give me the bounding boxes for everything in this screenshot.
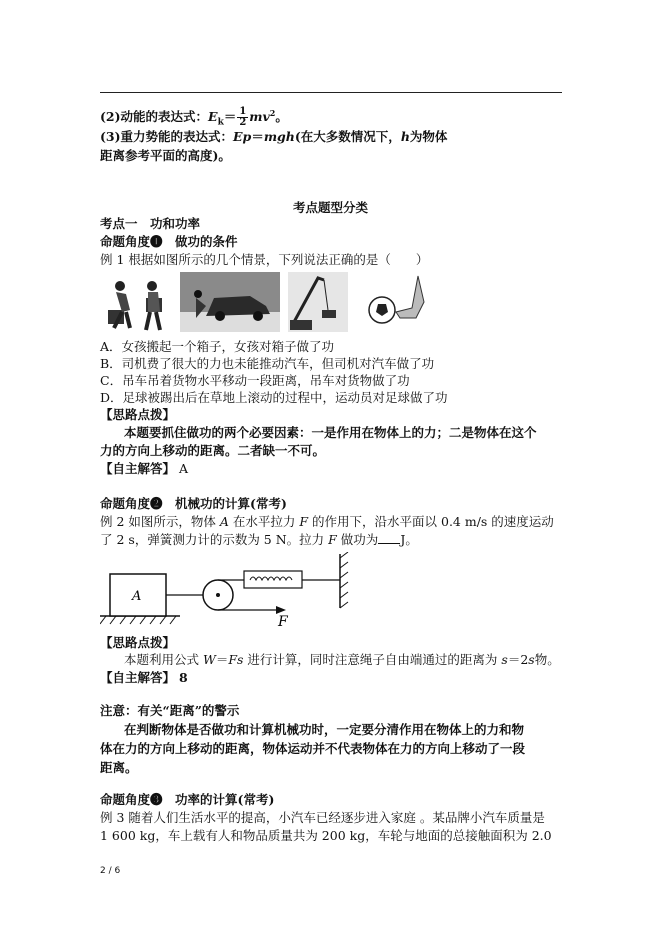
option-c: C．吊车吊着货物水平移动一段距离，吊车对货物做了功 — [100, 373, 410, 388]
note-label: 注意：有关“距离”的警示 — [100, 703, 240, 718]
option-a: A．女孩搬起一个箱子，女孩对箱子做了功 — [100, 339, 335, 354]
note-text-2: 体在力的方向上移动的距离，物体运动并不代表物体在力的方向上移动了一段 — [100, 741, 526, 756]
girl-lifting-box-image — [100, 272, 172, 332]
angle-heading-2: 命题角度❷ 机械功的计算(常考) — [100, 496, 287, 511]
note-text-1: 在判断物体是否做功和计算机械功时，一定要分清作用在物体上的力和物 — [124, 722, 525, 737]
pulley-spring-diagram — [100, 552, 360, 634]
potential-energy-formula: (3)重力势能的表达式：Ep＝mgh(在大多数情况下，h为物体 — [100, 129, 448, 144]
potential-energy-formula-cont: 距离参考平面的高度)。 — [100, 148, 231, 163]
crane-image — [288, 272, 348, 332]
example-2-stem-2: 了 2 s，弹簧测力计的示数为 5 N。拉力 F 做功为 J。 — [100, 532, 418, 547]
example-1-stem: 例 1 根据如图所示的几个情景，下列说法正确的是（ ） — [100, 252, 429, 267]
kicking-football-image — [366, 272, 436, 332]
answer-1: 【自主解答】 A — [100, 461, 189, 476]
angle-heading-3: 命题角度❸ 功率的计算(常考) — [100, 792, 275, 807]
angle-heading-1: 命题角度❶ 做功的条件 — [100, 234, 238, 249]
header-rule — [100, 92, 562, 93]
fraction: $\frac{1}{2}$ — [239, 106, 247, 129]
kinetic-energy-formula: (2)动能的表达式：$E_k=$ $\frac{1}{2}$ $mv^2$。 — [100, 106, 288, 129]
answer-blank — [378, 531, 400, 544]
example-3-line-1: 例 3 随着人们生活水平的提高，小汽车已经逐步进入家庭 。某品牌小汽车质量是 — [100, 810, 545, 825]
spring-scale — [244, 571, 302, 588]
hint-text-1a: 本题要抓住做功的两个必要因素：一是作用在物体上的力；二是物体在这个 — [124, 425, 537, 440]
pushing-car-image — [180, 272, 280, 332]
section-title: 考点题型分类 — [292, 200, 368, 215]
hint-label-1: 【思路点拨】 — [100, 407, 176, 422]
option-d: D．足球被踢出后在草地上滚动的过程中，运动员对足球做了功 — [100, 390, 448, 405]
option-b: B．司机费了很大的力也未能推动汽车，但司机对汽车做了功 — [100, 356, 435, 371]
note-text-3: 距离。 — [100, 760, 138, 775]
hint-text-1b: 力的方向上移动的距离。二者缺一不可。 — [100, 443, 326, 458]
hint-text-2: 本题利用公式 W＝Fs 进行计算，同时注意绳子自由端通过的距离为 s＝2s物。 — [124, 652, 560, 667]
kaodian-heading: 考点一 功和功率 — [100, 216, 201, 231]
example-3-line-2: 1 600 kg，车上载有人和物品质量共为 200 kg，车轮与地面的总接触面积为 2.0 — [100, 828, 552, 843]
example-2-stem-1: 例 2 如图所示，物体 A 在水平拉力 F 的作用下，沿水平面以 0.4 m/s 的速度运动 — [100, 514, 554, 529]
block-a-label: A — [132, 589, 142, 604]
answer-2: 【自主解答】 8 — [100, 670, 188, 685]
force-label: F — [278, 614, 288, 630]
page-number: 2 / 6 — [100, 866, 121, 876]
hint-label-2: 【思路点拨】 — [100, 635, 176, 650]
